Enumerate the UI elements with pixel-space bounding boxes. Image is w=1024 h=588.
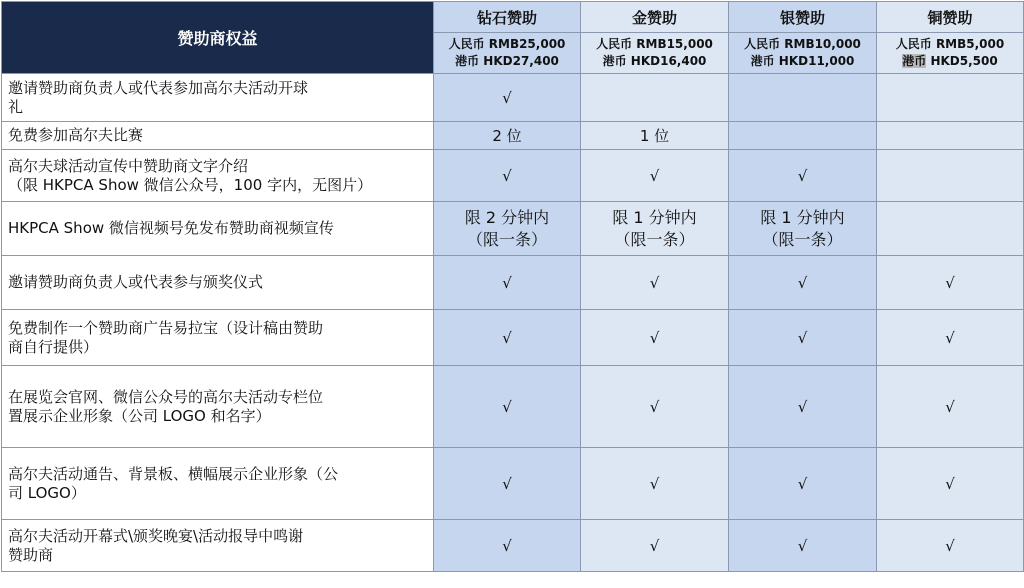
price-hkd-value: HKD11,000 — [778, 54, 855, 68]
bronze-cell — [877, 256, 1024, 310]
benefit-description — [2, 150, 434, 202]
diamond-cell — [434, 310, 581, 366]
bronze-cell — [877, 202, 1024, 256]
benefit-line: 高尔夫活动开幕式\颁奖晚宴\活动报导中鸣谢 — [8, 526, 304, 545]
check-mark: √ — [945, 474, 955, 493]
benefit-line: 高尔夫活动通告、背景板、横幅展示企业形象（公 — [8, 464, 339, 483]
bronze-cell — [877, 366, 1024, 448]
count-limit: （限一条） — [614, 229, 695, 249]
tier-diamond-price — [434, 33, 581, 74]
check-mark: √ — [797, 328, 808, 347]
silver-cell — [729, 256, 877, 310]
price-hkd-prefix: 港币 — [750, 54, 775, 68]
check-mark: √ — [945, 273, 955, 292]
diamond-cell — [434, 150, 581, 202]
tier-bronze-header: 铜赞助 — [877, 2, 1024, 33]
benefit-line: 赞助商 — [8, 545, 54, 564]
duration-limit: 限 1 分钟内 — [760, 207, 845, 227]
price-rmb: 人民币 RMB5,000 — [895, 37, 1005, 51]
silver-cell — [729, 310, 877, 366]
tier-gold-price — [581, 33, 729, 74]
price-rmb: 人民币 RMB15,000 — [596, 37, 713, 51]
table-row — [2, 448, 1024, 520]
price-hkd-value: HKD27,400 — [483, 54, 559, 68]
check-mark: √ — [502, 273, 512, 292]
benefit-description — [2, 366, 434, 448]
benefit-line: 邀请赞助商负责人或代表参加高尔夫活动开球 — [8, 78, 309, 97]
benefit-line: 在展览会官网、微信公众号的高尔夫活动专栏位 — [8, 387, 324, 406]
silver-cell — [729, 448, 877, 520]
check-mark: √ — [649, 474, 660, 493]
table-row — [2, 366, 1024, 448]
price-rmb: 人民币 RMB25,000 — [448, 37, 566, 51]
check-mark: √ — [797, 397, 808, 416]
check-mark: √ — [649, 166, 660, 185]
check-mark: √ — [797, 273, 808, 292]
silver-cell — [729, 150, 877, 202]
check-mark: √ — [649, 273, 660, 292]
bronze-cell — [877, 150, 1024, 202]
count-limit: （限一条） — [762, 229, 843, 249]
benefit-description — [2, 202, 434, 256]
price-hkd — [434, 53, 580, 70]
benefit-description — [2, 310, 434, 366]
bronze-cell — [877, 122, 1024, 150]
silver-cell — [729, 520, 877, 572]
benefit-line: 置展示企业形象（公司 LOGO 和名字） — [8, 406, 271, 425]
tier-silver-header: 银赞助 — [729, 2, 877, 33]
bronze-cell — [877, 520, 1024, 572]
cell-value: 2 位 — [492, 127, 522, 145]
count-limit: （限一条） — [466, 229, 547, 249]
check-mark: √ — [649, 328, 660, 347]
check-mark: √ — [649, 536, 660, 555]
table-row — [2, 74, 1024, 122]
gold-cell — [581, 122, 729, 150]
table-row — [2, 202, 1024, 256]
tier-gold-header: 金赞助 — [581, 2, 729, 33]
benefit-column-header: 赞助商权益 — [2, 2, 434, 74]
silver-cell — [729, 202, 877, 256]
gold-cell — [581, 520, 729, 572]
diamond-cell — [434, 74, 581, 122]
check-mark: √ — [649, 397, 660, 416]
price-hkd-prefix-highlighted: 港币 — [902, 54, 927, 68]
check-mark: √ — [502, 328, 512, 347]
gold-cell — [581, 150, 729, 202]
diamond-cell — [434, 448, 581, 520]
duration-limit: 限 2 分钟内 — [464, 207, 550, 227]
price-hkd-prefix: 港币 — [602, 54, 627, 68]
check-mark: √ — [502, 166, 512, 185]
table-row — [2, 150, 1024, 202]
benefit-line: 免费制作一个赞助商广告易拉宝（设计稿由赞助 — [8, 318, 324, 337]
benefit-line: HKPCA Show 微信视频号免发布赞助商视频宣传 — [8, 219, 334, 237]
table-row — [2, 310, 1024, 366]
price-hkd-value: HKD16,400 — [630, 54, 707, 68]
benefit-line: 商自行提供） — [8, 337, 99, 356]
check-mark: √ — [945, 397, 955, 416]
benefit-line: 免费参加高尔夫比赛 — [8, 126, 144, 144]
benefit-line: 邀请赞助商负责人或代表参与颁奖仪式 — [8, 273, 264, 291]
benefit-line: 礼 — [8, 97, 24, 116]
benefit-line: （限 HKPCA Show 微信公众号，100 字内，无图片） — [8, 175, 373, 194]
check-mark: √ — [502, 536, 512, 555]
benefit-description — [2, 122, 434, 150]
gold-cell — [581, 310, 729, 366]
price-hkd-value: HKD5,500 — [930, 54, 998, 68]
tier-diamond-header: 钻石赞助 — [434, 2, 581, 33]
check-mark: √ — [797, 166, 808, 185]
diamond-cell — [434, 256, 581, 310]
bronze-cell — [877, 448, 1024, 520]
check-mark: √ — [502, 397, 512, 416]
benefit-description — [2, 520, 434, 572]
gold-cell — [581, 256, 729, 310]
silver-cell — [729, 74, 877, 122]
check-mark: √ — [797, 474, 808, 493]
benefit-description — [2, 74, 434, 122]
check-mark: √ — [945, 328, 955, 347]
price-hkd — [729, 53, 876, 70]
check-mark: √ — [502, 88, 512, 107]
gold-cell — [581, 74, 729, 122]
benefit-description — [2, 448, 434, 520]
diamond-cell — [434, 202, 581, 256]
header-row-tiers — [2, 2, 1024, 33]
benefit-line: 司 LOGO） — [8, 483, 86, 502]
cell-value: 1 位 — [639, 127, 670, 145]
tier-silver-price — [729, 33, 877, 74]
duration-limit: 限 1 分钟内 — [612, 207, 697, 227]
price-hkd — [581, 53, 728, 70]
tier-bronze-price — [877, 33, 1024, 74]
diamond-cell — [434, 520, 581, 572]
gold-cell — [581, 448, 729, 520]
diamond-cell — [434, 366, 581, 448]
table-row — [2, 122, 1024, 150]
check-mark: √ — [945, 536, 955, 555]
check-mark: √ — [797, 536, 808, 555]
benefit-description — [2, 256, 434, 310]
table-row — [2, 520, 1024, 572]
silver-cell — [729, 366, 877, 448]
benefit-line: 高尔夫球活动宣传中赞助商文字介绍 — [8, 156, 249, 175]
gold-cell — [581, 202, 729, 256]
bronze-cell — [877, 310, 1024, 366]
table-row — [2, 256, 1024, 310]
gold-cell — [581, 366, 729, 448]
check-mark: √ — [502, 474, 512, 493]
price-hkd-prefix: 港币 — [455, 54, 480, 68]
silver-cell — [729, 122, 877, 150]
diamond-cell — [434, 122, 581, 150]
sponsorship-benefits-table — [1, 1, 1024, 572]
price-hkd — [877, 53, 1023, 70]
price-rmb: 人民币 RMB10,000 — [744, 37, 861, 51]
bronze-cell — [877, 74, 1024, 122]
